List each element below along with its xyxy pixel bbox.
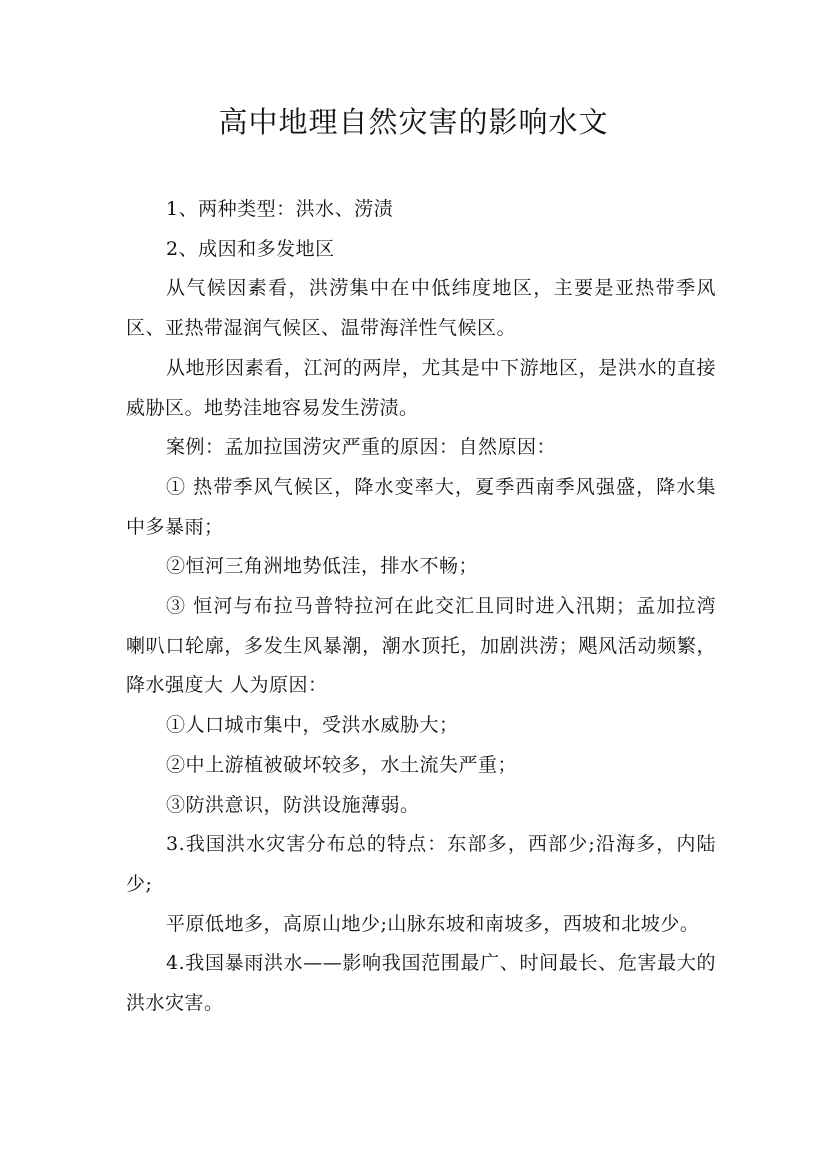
document-title: 高中地理自然灾害的影响水文 [218,105,609,139]
paragraph-case-heading: 案例：孟加拉国涝灾严重的原因：自然原因： [166,436,557,459]
paragraph-distribution-terrain: 平原低地多，高原山地少;山脉东坡和南坡多，西坡和北坡少。 [166,912,700,935]
paragraph-rainstorm-flood: 4.我国暴雨洪水——影响我国范围最广、时间最长、危害最大的洪水灾害。 [126,952,716,1015]
paragraph-natural-cause-3: ③ 恒河与布拉马普特拉河在此交汇且同时进入汛期；孟加拉湾喇叭口轮廓，多发生风暴潮，潮水顶托，加剧洪涝；飓风活动频繁，降水强度大 人为原因： [126,595,716,697]
document-body [126,190,716,1024]
paragraph-climate-factors: 从气候因素看，洪涝集中在中低纬度地区，主要是亚热带季风区、亚热带湿润气候区、温带海洋性气候区。 [126,277,716,340]
paragraph-causes-heading: 2、成因和多发地区 [166,237,335,260]
paragraph-natural-cause-2: ②恒河三角洲地势低洼，排水不畅； [166,555,479,578]
paragraph-human-cause-2: ②中上游植被破坏较多，水土流失严重； [166,753,518,776]
paragraph-human-cause-1: ①人口城市集中，受洪水威胁大； [166,714,459,737]
paragraph-natural-cause-1: ① 热带季风气候区，降水变率大，夏季西南季风强盛，降水集中多暴雨； [126,475,716,538]
paragraph-types: 1、两种类型：洪水、涝渍 [166,198,394,220]
paragraph-distribution-features: 3.我国洪水灾害分布总的特点：东部多，西部少;沿海多，内陆少; [126,833,716,895]
paragraph-terrain-factors: 从地形因素看，江河的两岸，尤其是中下游地区，是洪水的直接威胁区。地势洼地容易发生涝渍。 [126,356,716,419]
paragraph-human-cause-3: ③防洪意识，防洪设施薄弱。 [166,793,420,816]
